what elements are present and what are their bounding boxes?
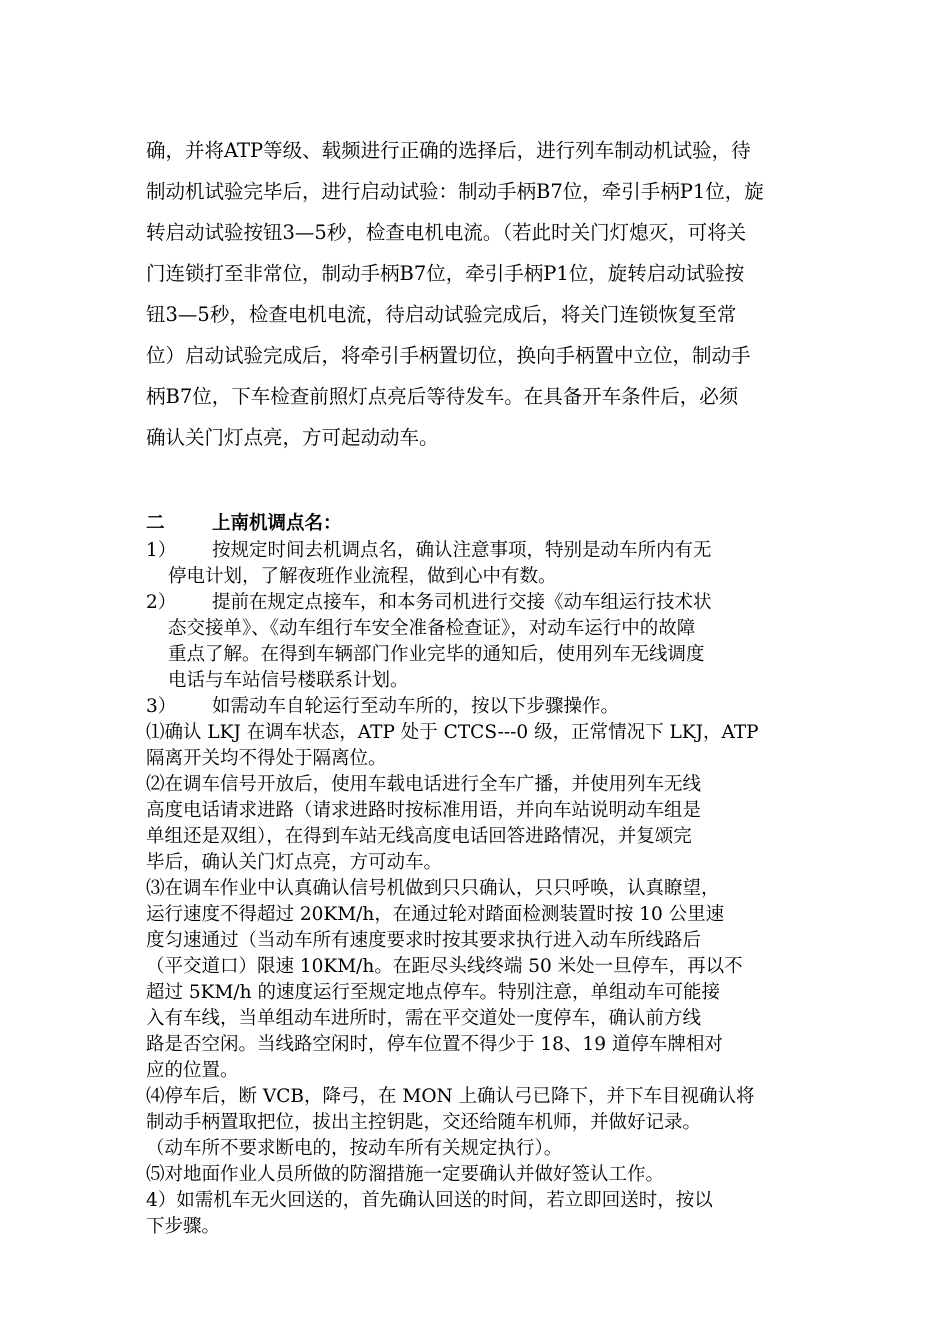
step-line: ⑶在调车作业中认真确认信号机做到只只确认，只只呼唤，认真瞭望，: [146, 878, 720, 899]
procedure-steps: [146, 720, 826, 1240]
item-line: 重点了解。在得到车辆部门作业完毕的通知后，使用列车无线调度: [168, 644, 705, 665]
list-item: [146, 694, 826, 720]
step-line: ⑴确认 LKJ 在调车状态，ATP 处于 CTCS---0 级，正常情况下 LKJ，ATP: [146, 722, 759, 743]
step-item: [146, 1162, 826, 1188]
intro-line: 钮3—5秒，检查电机电流，待启动试验完成后，将关门连锁恢复至常: [146, 303, 737, 326]
intro-line: 门连锁打至非常位，制动手柄B7位，牵引手柄P1位，旋转启动试验按: [146, 262, 745, 285]
item-first-line: [146, 590, 826, 616]
item-line: 停电计划，了解夜班作业流程，做到心中有数。: [168, 566, 557, 587]
step-line: 入有车线，当单组动车进所时，需在平交道处一度停车，确认前方线: [146, 1008, 702, 1029]
step-line: 下步骤。: [146, 1216, 221, 1237]
step-line: 路是否空闲。当线路空闲时，停车位置不得少于 18、19 道停车牌相对: [146, 1034, 723, 1055]
step-line: ⑸对地面作业人员所做的防溜措施一定要确认并做好签认工作。: [146, 1164, 665, 1185]
item-marker: 2）: [146, 592, 177, 613]
intro-paragraph: [146, 130, 816, 458]
step-item: [146, 772, 826, 876]
step-item: [146, 876, 826, 1084]
intro-line: 确，并将ATP等级、载频进行正确的选择后，进行列车制动机试验，待: [146, 139, 751, 162]
intro-line: 转启动试验按钮3—5秒，检查电机电流。（若此时关门灯熄灭，可将关: [146, 221, 747, 244]
section-title: 上南机调点名：: [212, 513, 342, 534]
step-line: （平交道口）限速 10KM/h。在距尽头线终端 50 米处一旦停车，再以不: [146, 956, 743, 977]
item-first-line: [146, 694, 826, 720]
step-line: 毕后，确认关门灯点亮，方可动车。: [146, 852, 443, 873]
item-line: 电话与车站信号楼联系计划。: [168, 670, 409, 691]
item-text: 如需动车自轮运行至动车所的，按以下步骤操作。: [212, 696, 620, 717]
item-text: 按规定时间去机调点名，确认注意事项，特别是动车所内有无: [212, 540, 712, 561]
step-line: 制动手柄置取把位，拔出主控钥匙，交还给随车机师，并做好记录。: [146, 1112, 702, 1133]
section-number: 二: [146, 513, 165, 534]
step-line: 度匀速通过（当动车所有速度要求时按其要求执行进入动车所线路后: [146, 930, 702, 951]
step-line: ⑵在调车信号开放后，使用车载电话进行全车广播，并使用列车无线: [146, 774, 702, 795]
step-line: 运行速度不得超过 20KM/h，在通过轮对踏面检测装置时按 10 公里速: [146, 904, 725, 925]
intro-line: 确认关门灯点亮，方可起动动车。: [146, 426, 439, 449]
item-marker: 1）: [146, 540, 177, 561]
intro-line: 柄B7位，下车检查前照灯点亮后等待发车。在具备开车条件后，必须: [146, 385, 739, 408]
item-text: 提前在规定点接车，和本务司机进行交接《动车组运行技术状: [212, 592, 712, 613]
step-line: 超过 5KM/h 的速度运行至规定地点停车。特别注意，单组动车可能接: [146, 982, 720, 1003]
section-heading: [146, 510, 826, 538]
step-line: ⑷停车后，断 VCB，降弓，在 MON 上确认弓已降下，并下车目视确认将: [146, 1086, 755, 1107]
intro-line: 位）启动试验完成后，将牵引手柄置切位，换向手柄置中立位，制动手: [146, 344, 751, 367]
item-first-line: [146, 538, 826, 564]
step-item: [146, 720, 826, 772]
item-marker: 3）: [146, 696, 177, 717]
step-line: 隔离开关均不得处于隔离位。: [146, 748, 387, 769]
item-line: 态交接单》、《动车组行车安全准备检查证》，对动车运行中的故障: [168, 618, 696, 639]
section-two: [146, 510, 826, 1240]
numbered-items: [146, 538, 826, 720]
step-line: 4）如需机车无火回送的，首先确认回送的时间，若立即回送时，按以: [146, 1190, 713, 1211]
step-line: 应的位置。: [146, 1060, 239, 1081]
step-line: （动车所不要求断电的，按动车所有关规定执行）。: [146, 1138, 563, 1159]
step-item: [146, 1188, 826, 1240]
step-item: [146, 1084, 826, 1162]
step-line: 高度电话请求进路（请求进路时按标准用语，并向车站说明动车组是: [146, 800, 702, 821]
intro-line: 制动机试验完毕后，进行启动试验：制动手柄B7位，牵引手柄P1位，旋: [146, 180, 764, 203]
step-line: 单组还是双组），在得到车站无线高度电话回答进路情况，并复颂完: [146, 826, 692, 847]
list-item: [146, 538, 826, 590]
list-item: [146, 590, 826, 694]
